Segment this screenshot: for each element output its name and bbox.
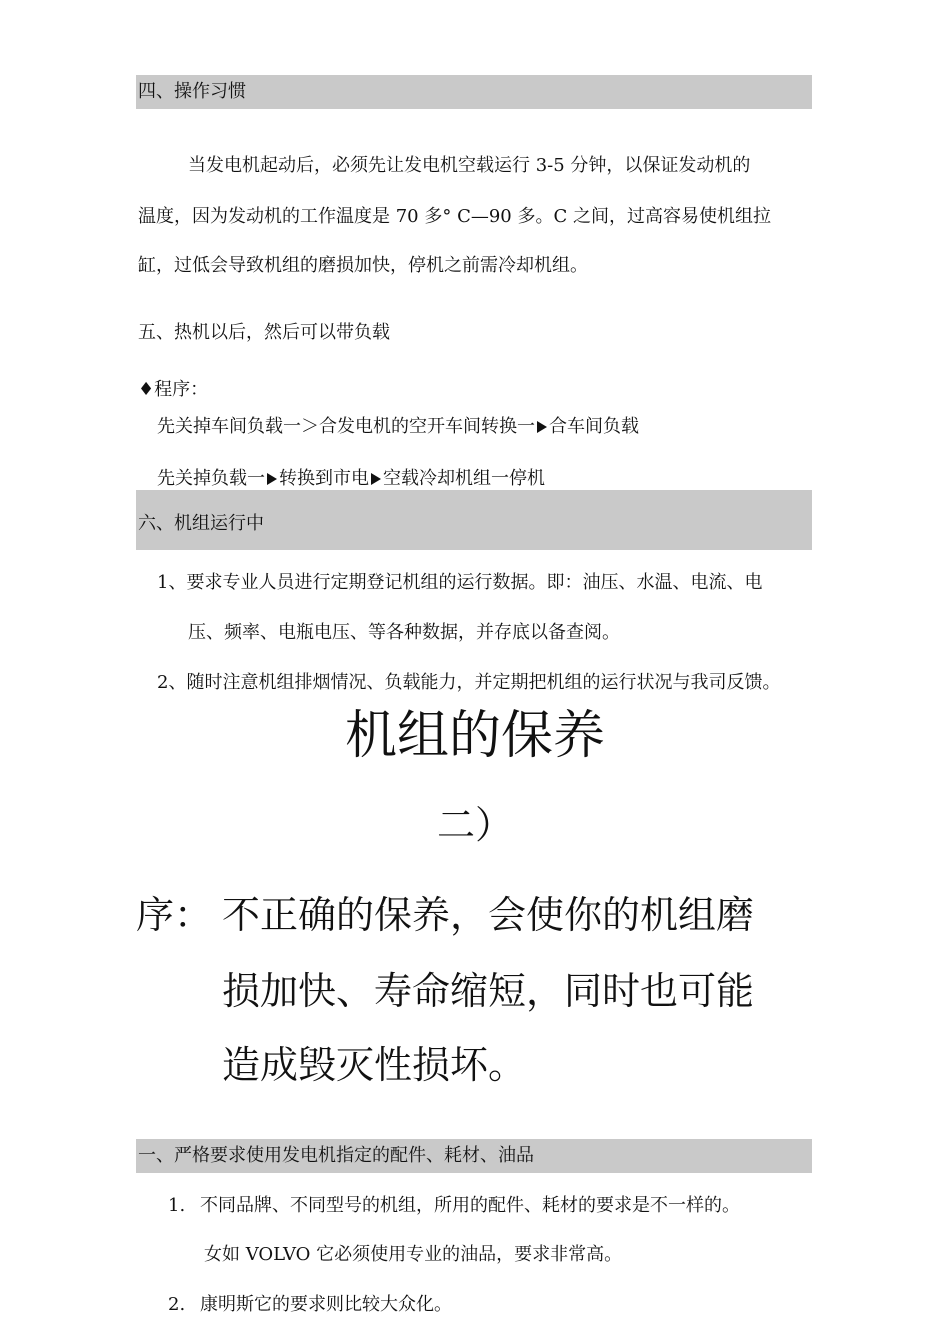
page-title: 机组的保养	[344, 706, 605, 766]
procedure-step-text: 转换到市电	[279, 468, 369, 489]
section-heading: 四、操作习惯	[138, 81, 246, 102]
procedure-line	[157, 416, 639, 438]
procedure-label: ♦程序：	[138, 379, 209, 400]
procedure-step-text: 先关掉负载一	[157, 468, 265, 489]
list-item: 不同品牌、不同型号的机组，所用的配件、耗材的要求是不一样的。	[200, 1195, 740, 1216]
list-item-number: 1.	[168, 1195, 186, 1216]
list-item: 康明斯它的要求则比较大众化。	[200, 1294, 452, 1315]
list-item-continuation: 女如 VOLVO 它必须使用专业的油品，要求非常高。	[204, 1244, 623, 1265]
procedure-step-text: 先关掉车间负载一＞合发电机的空开车间转换一	[157, 416, 535, 437]
preface-label: 序：	[136, 893, 213, 937]
section-heading: 六、机组运行中	[138, 513, 264, 534]
subtitle: 二）	[436, 803, 513, 847]
paragraph-line: 当发电机起动后，必须先让发电机空载运行 3-5 分钟，以保证发动机的	[188, 155, 751, 176]
list-item-number: 2.	[168, 1294, 186, 1315]
procedure-step-text: 合车间负载	[549, 416, 639, 437]
section-heading: 五、热机以后，然后可以带负载	[138, 322, 390, 343]
preface-line: 不正确的保养，会使你的机组磨	[222, 893, 755, 937]
procedure-line	[157, 468, 545, 490]
list-item: 1、要求专业人员进行定期登记机组的运行数据。即：油压、水温、电流、电	[157, 572, 763, 593]
preface-line: 损加快、寿命缩短，同时也可能	[222, 969, 755, 1013]
procedure-step-text: 空载冷却机组一停机	[383, 468, 545, 489]
list-item-continuation: 压、频率、电瓶电压、等各种数据，并存底以备查阅。	[188, 622, 620, 643]
paragraph-line: 缸，过低会导致机组的磨损加快，停机之前需冷却机组。	[138, 255, 588, 276]
paragraph-line: 温度，因为发动机的工作温度是 70 多° C—90 多。C 之间，过高容易使机组拉	[138, 206, 771, 227]
preface-line: 造成毁灭性损坏。	[222, 1043, 527, 1087]
list-item: 2、随时注意机组排烟情况、负载能力，并定期把机组的运行状况与我司反馈。	[157, 672, 781, 693]
arrow-right-icon	[371, 473, 381, 485]
arrow-right-icon	[537, 421, 547, 433]
section-heading: 一、严格要求使用发电机指定的配件、耗材、油品	[138, 1145, 534, 1166]
arrow-right-icon	[267, 473, 277, 485]
